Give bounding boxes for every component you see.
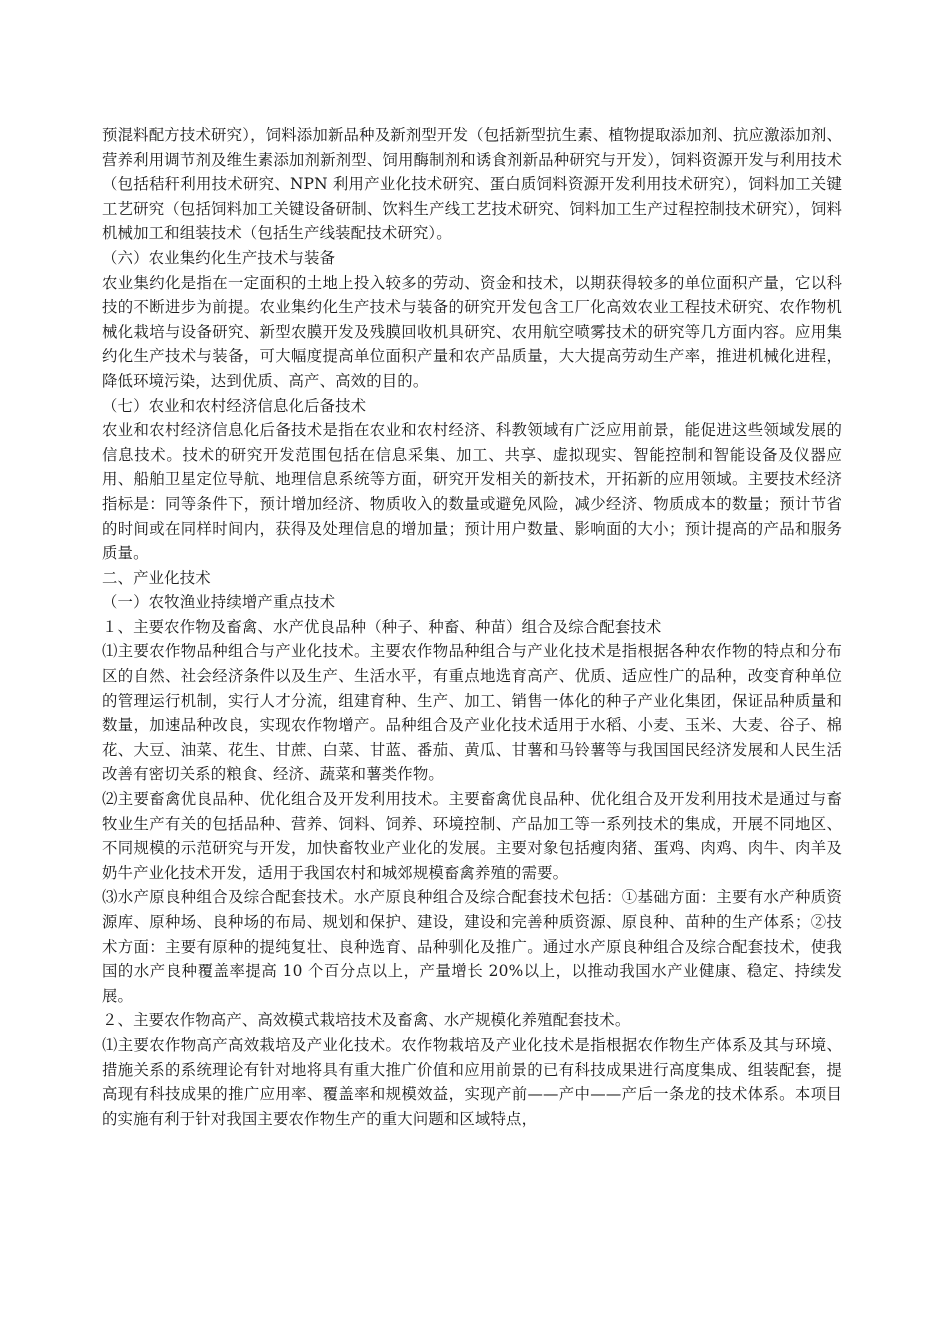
paragraph-aquatic-breeds: ⑶水产原良种组合及综合配套技术。水产原良种组合及综合配套技术包括：①基础方面：主要有水产种质资源库、原种场、良种场的布局、规划和保护、建设，建设和完善种质资源、原良种、苗种的生产体系；②技术方面：主要有原种的提纯复壮、良种选育、品种驯化及推广。通过水产原良种组合及综合配套技术，使我国的水产良种覆盖率提高 10 个百分点以上，产量增长 20%以上，以推动我国水产业健康、稳定、持续发展。 — [102, 888, 842, 1005]
paragraph-intensive-agriculture: 农业集约化是指在一定面积的土地上投入较多的劳动、资金和技术，以期获得较多的单位面积产量，它以科技的不断进步为前提。农业集约化生产技术与装备的研究开发包含工厂化高效农业工程技术研究、农作物机械化栽培与设备研究、新型农膜开发及残膜回收机具研究、农用航空喷雾技术的研究等几方面内容。应用集约化生产技术与装备，可大幅度提高单位面积产量和农产品质量，大大提高劳动生产率，推进机械化进程，降低环境污染，达到优质、高产、高效的目的。 — [102, 273, 842, 390]
document-body — [102, 123, 842, 1131]
heading-industrialization: 二、产业化技术 — [102, 568, 211, 587]
paragraph-crop-cultivation: ⑴主要农作物高产高效栽培及产业化技术。农作物栽培及产业化技术是指根据农作物生产体系及其与环境、措施关系的系统理论有针对地将具有重大推广价值和应用前景的已有科技成果进行高度集成、组装配套，提高现有科技成果的推广应用率、覆盖率和规模效益，实现产前——产中——产后一条龙的技术体系。本项目的实施有利于针对我国主要农作物生产的重大问题和区域特点， — [102, 1035, 842, 1128]
paragraph-livestock-breeds: ⑵主要畜禽优良品种、优化组合及开发利用技术。主要畜禽优良品种、优化组合及开发利用技术是通过与畜牧业生产有关的包括品种、营养、饲料、饲养、环境控制、产品加工等一系列技术的集成，开展不同地区、不同规模的示范研究与开发，加快畜牧业产业化的发展。主要对象包括瘦肉猪、蛋鸡、肉鸡、肉牛、肉羊及奶牛产业化技术开发，适用于我国农村和城郊规模畜禽养殖的需要。 — [102, 790, 842, 882]
heading-sustainable-yield: （一）农牧渔业持续增产重点技术 — [102, 593, 336, 612]
paragraph-feed-formula-research: 预混料配方技术研究），饲料添加新品种及新剂型开发（包括新型抗生素、植物提取添加剂、抗应激添加剂、营养利用调节剂及维生素添加剂新剂型、饲用酶制剂和诱食剂新品种研究与开发），饲料资源开发与利用技术（包括秸秆利用技术研究、NPN 利用产业化技术研究、蛋白质饲料资源开发利用技术研究），饲料加工关键工艺研究（包括饲料加工关键设备研制、饮料生产线工艺技术研究、饲料加工生产过程控制技术研究），饲料机械加工和组装技术（包括生产线装配技术研究）。 — [102, 126, 842, 243]
heading-breeds-combination: １、主要农作物及畜禽、水产优良品种（种子、种畜、种苗）组合及综合配套技术 — [102, 617, 662, 636]
paragraph-crop-varieties: ⑴主要农作物品种组合与产业化技术。主要农作物品种组合与产业化技术是指根据各种农作物的特点和分布区的自然、社会经济条件以及生产、生活水平，有重点地选育高产、优质、适应性广的品种，改变育种单位的管理运行机制，实行人才分流，组建育种、生产、加工、销售一体化的种子产业化集团，保证品种质量和数量，加速品种改良，实现农作物增产。品种组合及产业化技术适用于水稻、小麦、玉米、大麦、谷子、棉花、大豆、油菜、花生、甘蔗、白菜、甘蓝、番茄、黄瓜、甘薯和马铃薯等与我国国民经济发展和人民生活改善有密切关系的粮食、经济、蔬菜和薯类作物。 — [102, 642, 842, 784]
paragraph-rural-informatization: 农业和农村经济信息化后备技术是指在农业和农村经济、科教领域有广泛应用前景，能促进这些领域发展的信息技术。技术的研究开发范围包括在信息采集、加工、共享、虚拟现实、智能控制和智能设备及仪器应用、船舶卫星定位导航、地理信息系统等方面，研究开发相关的新技术，开拓新的应用领域。主要技术经济指标是：同等条件下，预计增加经济、物质收入的数量或避免风险，减少经济、物质成本的数量；预计节省的时间或在同样时间内，获得及处理信息的增加量；预计用户数量、影响面的大小；预计提高的产品和服务质量。 — [102, 421, 842, 563]
heading-intensive-agriculture: （六）农业集约化生产技术与装备 — [102, 248, 336, 267]
heading-high-yield-models: ２、主要农作物高产、高效模式栽培技术及畜禽、水产规模化养殖配套技术。 — [102, 1011, 631, 1030]
heading-rural-informatization: （七）农业和农村经济信息化后备技术 — [102, 396, 367, 415]
